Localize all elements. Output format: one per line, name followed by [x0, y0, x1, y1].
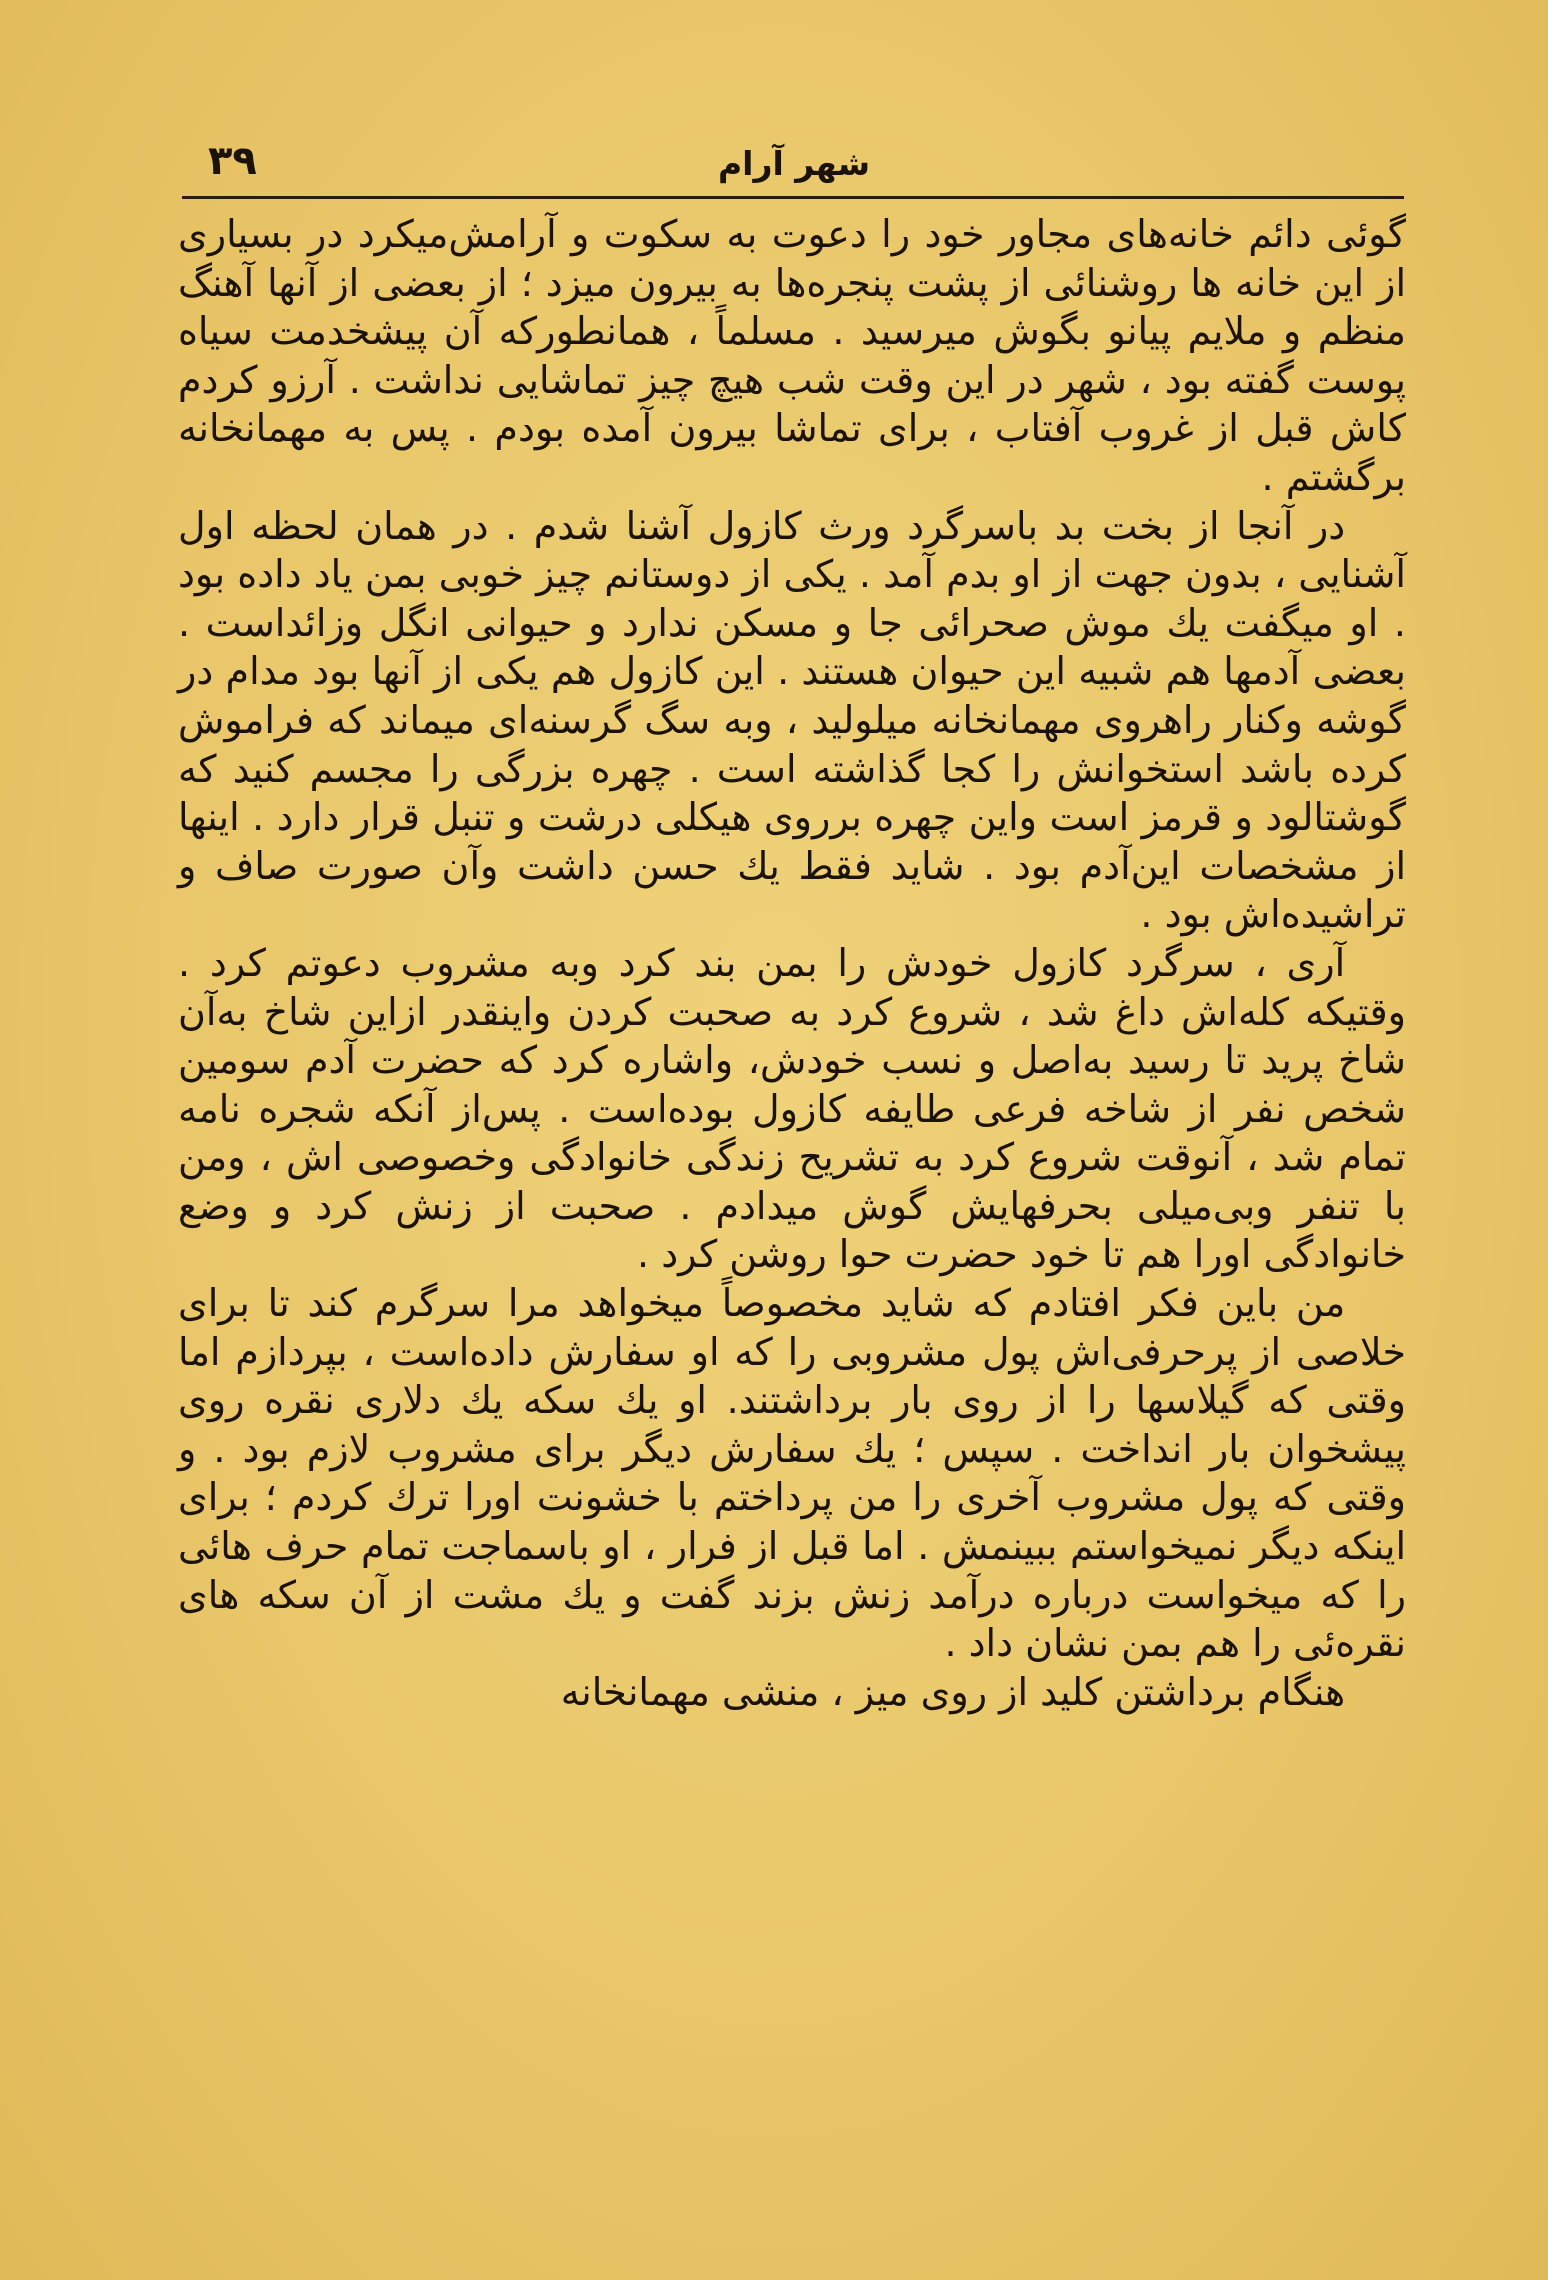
chapter-title: شهر آرام: [717, 144, 871, 183]
paragraph-5: هنگام برداشتن کلید از روی میز ، منشی مهمانخانه: [560, 1669, 1346, 1714]
paragraph-3: آری ، سرگرد کازول خودش را بمن بند کرد وبه مشروب دعوتم کرد . وقتیکه کله‌اش داغ شد ، شروع کرد به صحبت کردن واینقدر ازاین شاخ به‌آن شاخ پرید تا رسید به‌اصل و نسب خودش، واشاره کرد که حضرت آدم سومین شخص نفر از شاخه فرعی طایفه کازول بوده‌است . پس‌از آنکه شجره نامه تمام شد ، آنوقت شروع کرد به تشریح زندگی خانوادگی وخصوصی اش ، ومن با تنفر وبی‌میلی بحرفهایش گوش میدادم . صحبت از زنش کرد و وضع خانوادگی اورا هم تا خود حضرت حوا روشن کرد .: [178, 940, 1406, 1277]
paragraph-2: در آنجا از بخت بد باسرگرد ورث کازول آشنا شدم . در همان لحظه اول آشنایی ، بدون جهت از او بدم آمد . یکی از دوستانم چیز خوبی بمن یاد داده بود . او میگفت یك موش صحرائی جا و مسکن ندارد و حیوانی انگل وزائداست . بعضی آدمها هم شبیه این حیوان هستند . این کازول هم یکی از آنها بود مدام در گوشه وکنار راهروی مهمانخانه میلولید ، وبه سگ گرسنه‌ای میماند که فراموش کرده باشد استخوانش را کجا گذاشته است . چهره بزرگی را مجسم کنید که گوشتالود و قرمز است واین چهره برروی هیکلی درشت و تنبل قرار دارد . اینها از مشخصات این‌آدم بود . شاید فقط یك حسن داشت وآن صورت صاف و تراشیده‌اش بود .: [178, 503, 1406, 937]
body-text: [178, 210, 1406, 1716]
running-head: [190, 138, 1398, 198]
paragraph-4: من باین فکر افتادم که شاید مخصوصاً میخواهد مرا سرگرم کند تا برای خلاصی از پرحرفی‌اش پول مشروبی را که او سفارش داده‌است ، بپردازم اما وقتی که گیلاسها را از روی بار برداشتند. او یك سکه یك دلاری نقره روی پیشخوان بار انداخت . سپس ؛ یك سفارش دیگر برای مشروب لازم بود . و وقتی که پول مشروب آخری را من پرداختم با خشونت اورا ترك کردم ؛ برای اینکه دیگر نمیخواستم ببینمش . اما قبل از فرار ، او باسماجت تمام حرف هائی را که میخواست درباره درآمد زنش بزند گفت و یك مشت از آن سکه های نقره‌ئی را هم بمن نشان داد .: [178, 1281, 1406, 1666]
page-number: ۳۹: [208, 138, 257, 184]
paragraph-1: گوئی دائم خانه‌های مجاور خود را دعوت به سکوت و آرامش‌میکرد در بسیاری از این خانه ها روشنائی از پشت پنجره‌ها به بیرون میزد ؛ از بعضی از آنها آهنگ منظم و ملایم پیانو بگوش میرسید . مسلماً ، همانطورکه آن پیشخدمت سیاه پوست گفته بود ، شهر در این وقت شب هیچ چیز تماشایی نداشت . آرزو کردم کاش قبل از غروب آفتاب ، برای تماشا بیرون آمده بودم . پس به مهمانخانه برگشتم .: [178, 212, 1406, 499]
header-rule: [182, 196, 1404, 199]
